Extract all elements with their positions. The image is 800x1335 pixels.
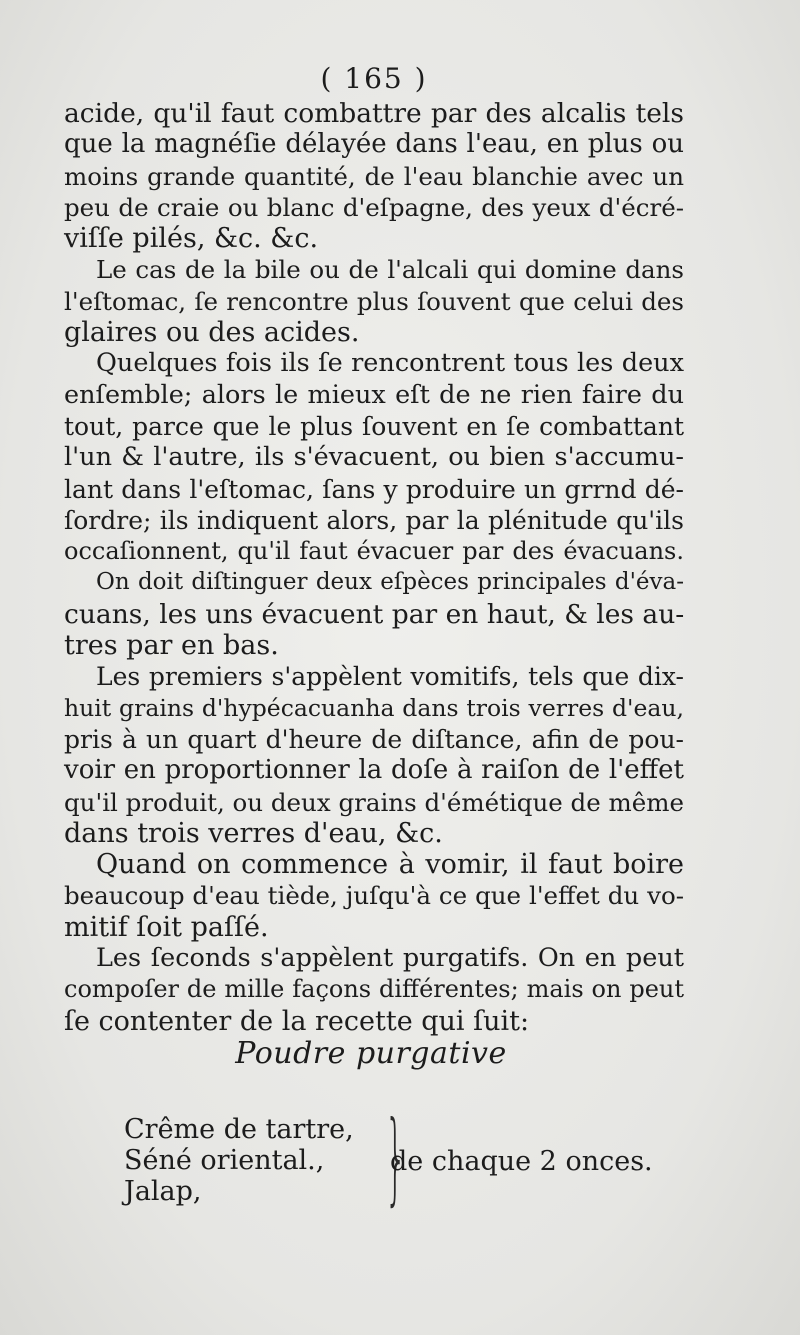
text-line: ſordre; ils indiquent alors, par la plénitude qu'ils	[64, 505, 684, 535]
text-line: pris à un quart d'heure de diſtance, afin de pou-	[64, 724, 684, 754]
recipe-title: Poudre purgative	[235, 1036, 507, 1071]
text-line: cuans, les uns évacuent par en haut, & les au-	[64, 598, 685, 630]
body-text	[64, 98, 684, 1037]
text-line: Les ſeconds s'appèlent purgatifs. On en peut	[96, 943, 684, 974]
text-line: acide, qu'il faut combattre par des alcalis tels	[64, 98, 684, 129]
paragraph-1	[64, 98, 684, 254]
ingredient-item: Jalap,	[124, 1176, 202, 1207]
paragraph-6	[64, 849, 684, 943]
text-line: occaſionnent, qu'il faut évacuer par des évacuans.	[64, 537, 684, 566]
text-line: Quand on commence à vomir, il faut boire	[96, 849, 684, 881]
text-line: beaucoup d'eau tiède, juſqu'à ce que l'effet du vo-	[64, 881, 684, 911]
paragraph-7	[64, 943, 684, 1037]
text-line: ſe contenter de la recette qui ſuit:	[64, 1005, 530, 1037]
text-line: l'eſtomac, ſe rencontre plus ſouvent que celui des	[64, 286, 684, 316]
text-line: qu'il produit, ou deux grains d'émétique de même	[64, 787, 684, 817]
paragraph-2	[64, 254, 684, 348]
text-line: glaires ou des acides.	[64, 317, 360, 349]
text-line: mitif ſoit paſſé.	[64, 911, 269, 943]
paragraph-5	[64, 661, 684, 849]
text-line: Quelques fois ils ſe rencontrent tous les deux	[96, 348, 684, 379]
ingredient-list	[124, 1114, 354, 1207]
text-line: Le cas de la bile ou de l'alcali qui domine dans	[96, 255, 684, 285]
text-line: voir en proportionner la doſe à raiſon de l'effet	[64, 755, 684, 786]
recipe-dose: de chaque 2 onces.	[390, 1146, 653, 1177]
text-line: tres par en bas.	[64, 630, 279, 662]
grouping-brace-icon: }	[384, 1099, 407, 1216]
ingredient-item: Séné oriental.,	[124, 1145, 325, 1176]
text-line: dans trois verres d'eau, &c.	[64, 817, 443, 849]
text-line: enſemble; alors le mieux eſt de ne rien faire du	[64, 379, 684, 410]
ingredient-item: Crême de tartre,	[124, 1114, 354, 1145]
text-line: l'un & l'autre, ils s'évacuent, ou bien s'accumu-	[64, 442, 684, 473]
recipe-block	[124, 1099, 653, 1216]
text-line: moins grande quantité, de l'eau blanchie avec un	[64, 161, 684, 191]
text-line: On doit diſtinguer deux eſpèces principales d'éva-	[96, 569, 684, 596]
text-line: viſſe pilés, &c. &c.	[64, 223, 319, 255]
paragraph-3	[64, 348, 684, 567]
text-line: peu de craie ou blanc d'eſpagne, des yeux d'écré-	[64, 192, 684, 222]
text-line: Les premiers s'appèlent vomitifs, tels que dix-	[96, 662, 684, 692]
text-line: lant dans l'eſtomac, ſans y produire un grrnd dé-	[64, 474, 684, 504]
text-line: tout, parce que le plus ſouvent en ſe combattant	[64, 411, 684, 441]
paragraph-4	[64, 567, 684, 661]
text-line: huit grains d'hypécacuanha dans trois verres d'eau,	[64, 693, 684, 722]
page-number: ( 165 )	[320, 62, 428, 95]
text-line: que la magnéſie délayée dans l'eau, en plus ou	[64, 129, 684, 160]
text-line: compoſer de mille façons différentes; mais on peut	[64, 975, 684, 1004]
